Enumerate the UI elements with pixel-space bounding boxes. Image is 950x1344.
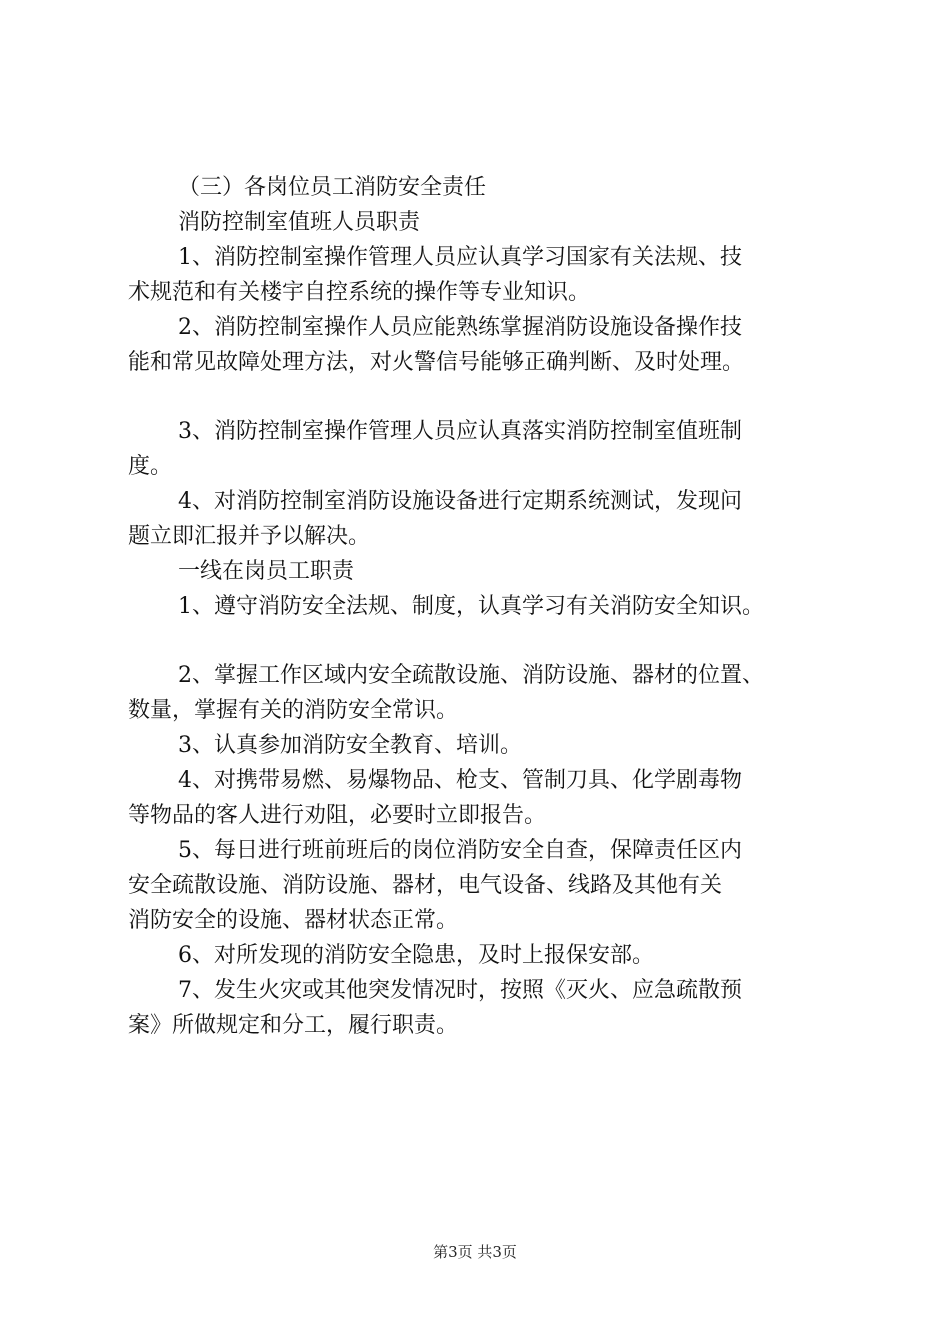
paragraph-line: 2、消防控制室操作人员应能熟练掌握消防设施设备操作技: [178, 315, 742, 340]
section-heading: （三）各岗位员工消防安全责任: [178, 175, 487, 200]
paragraph-gap: [128, 624, 844, 658]
paragraph-line: 消防安全的设施、器材状态正常。: [128, 908, 459, 933]
paragraph-line: 1、遵守消防安全法规、制度，认真学习有关消防安全知识。: [178, 594, 764, 619]
paragraph-line: 5、每日进行班前班后的岗位消防安全自查，保障责任区内: [178, 838, 742, 863]
paragraph-line: 数量，掌握有关的消防安全常识。: [128, 698, 459, 723]
paragraph-line: 题立即汇报并予以解决。: [128, 524, 371, 549]
paragraph-line: 安全疏散设施、消防设施、器材，电气设备、线路及其他有关: [128, 873, 723, 898]
paragraph-line: 度。: [128, 454, 173, 479]
document-body: [128, 170, 844, 1043]
subheading-control-room: 消防控制室值班人员职责: [178, 210, 421, 235]
paragraph-line: 4、对携带易燃、易爆物品、枪支、管制刀具、化学剧毒物: [178, 768, 742, 793]
paragraph-line: 3、认真参加消防安全教育、培训。: [178, 733, 522, 758]
paragraph-line: 2、掌握工作区域内安全疏散设施、消防设施、器材的位置、: [178, 663, 764, 688]
paragraph-line: 7、发生火灾或其他突发情况时，按照《灭火、应急疏散预: [178, 978, 742, 1003]
paragraph-line: 1、消防控制室操作管理人员应认真学习国家有关法规、技: [178, 245, 742, 270]
subheading-frontline-staff: 一线在岗员工职责: [178, 559, 355, 584]
paragraph-line: 3、消防控制室操作管理人员应认真落实消防控制室值班制: [178, 419, 742, 444]
paragraph-line: 能和常见故障处理方法，对火警信号能够正确判断、及时处理。: [128, 350, 745, 375]
paragraph-line: 6、对所发现的消防安全隐患，及时上报保安部。: [178, 943, 654, 968]
page-footer: [0, 1242, 950, 1262]
paragraph-line: 等物品的客人进行劝阻，必要时立即报告。: [128, 803, 547, 828]
paragraph-gap: [128, 380, 844, 414]
paragraph-line: 4、对消防控制室消防设施设备进行定期系统测试，发现问: [178, 489, 742, 514]
page-number-label: 第3页 共3页: [433, 1243, 517, 1261]
paragraph-line: 术规范和有关楼宇自控系统的操作等专业知识。: [128, 280, 591, 305]
paragraph-line: 案》所做规定和分工，履行职责。: [128, 1013, 459, 1038]
